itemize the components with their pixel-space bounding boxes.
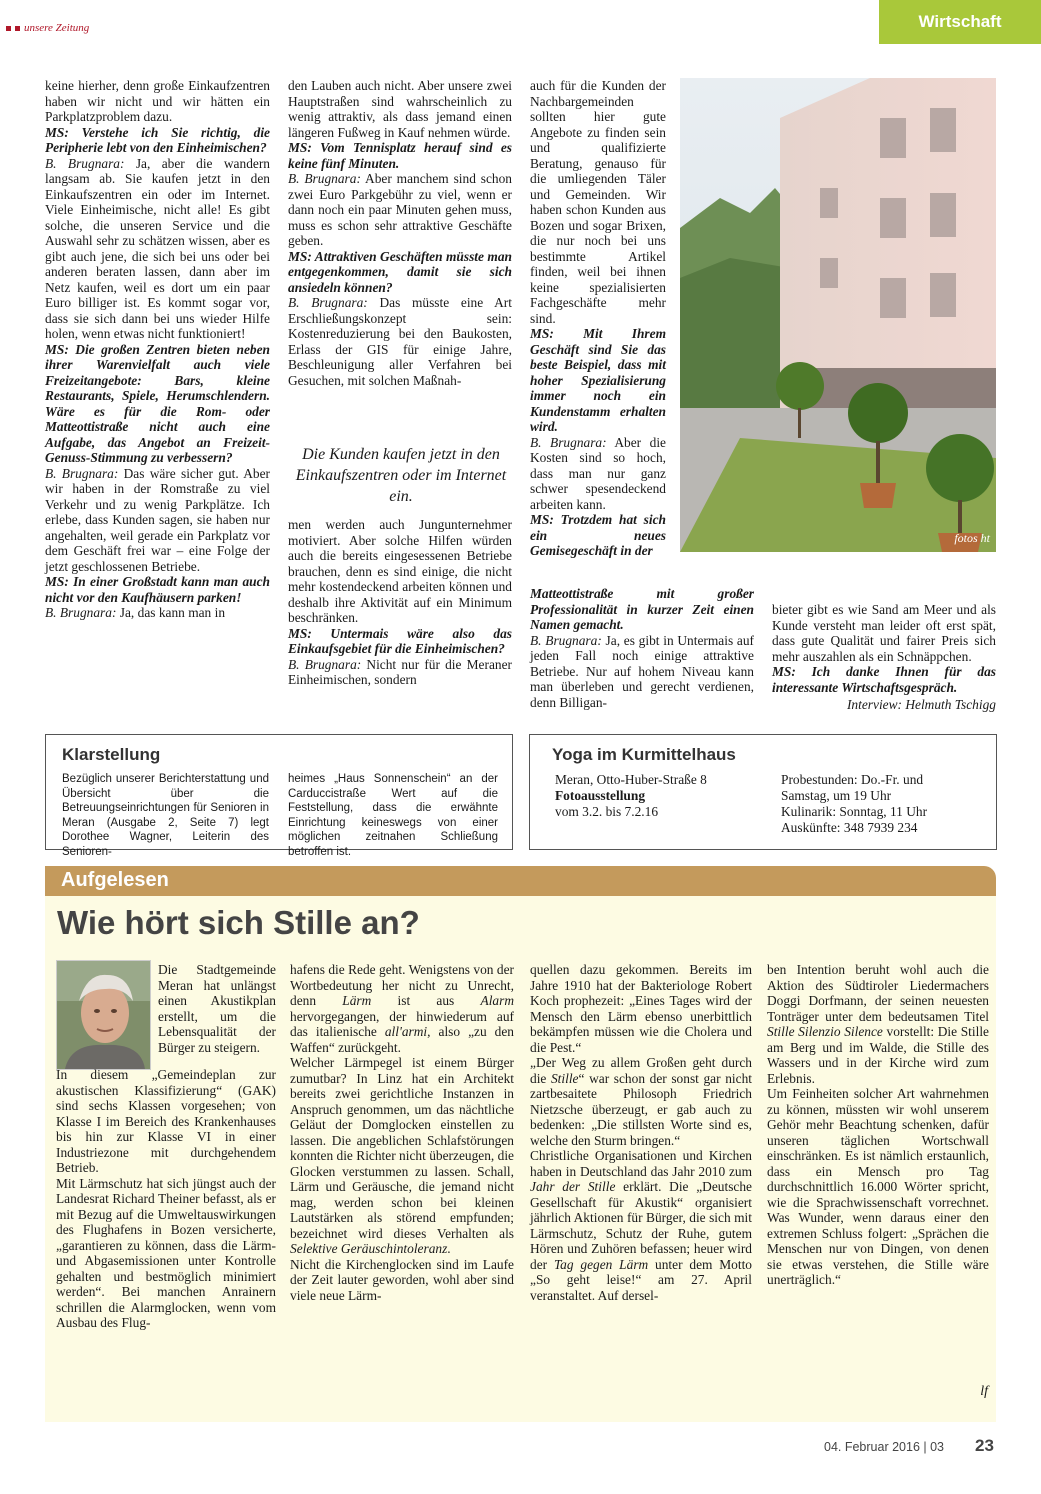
speaker-name: B. Brugnara:: [45, 465, 119, 481]
speaker-name: B. Brugnara:: [288, 171, 361, 186]
yoga-address: Meran, Otto-Huber-Straße 8: [555, 772, 707, 787]
yoga-trial: Probestunden: Do.-Fr. und: [781, 772, 924, 787]
footer-date: 04. Februar 2016 | 03: [824, 1440, 944, 1454]
aufgelesen-banner: [45, 866, 996, 896]
interview-question: MS: Ich danke Ihnen für das interessante Wirtschaftsgespräch.: [772, 664, 996, 695]
interview-answer: B. Brugnara: Das wäre sicher gut. Aber wir haben in der Romstraße zu viel Verkehr und zu wenig Parkplätze. Ich erlebe, dass Kunden sagen, sie haben nur angehalten, weil gerade ein Parkplatz vor dem Geschäft frei war – eine Folge der jetzt geschlossenen Betriebe.: [45, 465, 270, 574]
article-column-3: quellen dazu gekommen. Bereits im Jahre 1910 hat der Bakteriologe Robert Koch prophezeit: „Eines Tages wird der Mensch den Lärm ebenso unerbittlich bekämpfen müssen wie die Cholera und die Pest.“ „Der Weg zu allem Großen geht durch die Stille“ war schon der sonst gar nicht zartbesaitete Philosoph Friedrich Nietzsche überzeugt, er gab auch zu bedenken: „Die stillsten Worte sind es, welche den Sturm bringen.“ Christliche Organisationen und Kirchen haben in Deutschland das Jahr 2010 zum Jahr der Stille erklärt. Die „Deutsche Gesellschaft für Akustik“ organisiert jährlich Aktionen für Bürger, die sich mit Lärmschutz, Schutz der Ruhe, gutem Hören und Zuhören befassen; heuer wird der Tag gegen Lärm unter dem Motto „So geht leise!“ am 27. April veranstaltet. Auf dersel-: [530, 962, 752, 1303]
speaker-name: B. Brugnara:: [530, 434, 607, 450]
klarstellung-title: Klarstellung: [62, 745, 161, 764]
yoga-info: Auskünfte: 348 7939 234: [781, 820, 918, 835]
interview-question: MS: Verstehe ich Sie richtig, die Peripherie lebt von den Einheimischen?: [45, 124, 270, 155]
masthead-logo: unsere Zeitung: [6, 22, 89, 34]
street-photo: [680, 78, 996, 552]
interview-answer: B. Brugnara: Ja, aber die wandern langsam ab. Sie kaufen jetzt in den Einkaufszentren ein oder im Internet. Viele Einheimische, nicht alle! Es gibt solche, die unseren Service und die Auswahl sehr zu schätzen wissen, aber es gibt auch jene, die sich bei uns oder bei anderen beraten lassen, dann aber im Netz kaufen, weil es dort um ein paar Euro billiger ist. Es kommt sogar vor, dass sie sich dann bei uns wieder Hilfe holen, wenn etwas nicht funktioniert!: [45, 155, 270, 341]
speaker-name: B. Brugnara:: [288, 656, 362, 672]
interview-question: MS: Trotzdem hat sich ein neues Gemisegeschäft in der: [530, 512, 666, 558]
yoga-dates: vom 3.2. bis 7.2.16: [555, 804, 659, 819]
article-column-2: hafens die Rede geht. Wenigstens von der Wortbedeutung her nicht zu Unrecht, denn Lärm ist aus Alarm hervorgegangen, der hinwiederum auf das italienische all'armi, also „zu den Waffen“ zurückgeht. Welcher Lärmpegel ist einem Bürger zumutbar? In Linz hat ein Architekt bereits zwei gerichtliche Instanzen in Anspruch genommen, um das nächtliche Geläut der Domglocken einstellen zu lassen. Die angeblichen Schlafstörungen konnten die Richter nicht überzeugen, die Glocken verstummen zu lassen. Schall, Lärm und Geräusche, die jemand nicht mag, werden schon bei kleinen Lautstärken als störend empfunden; bezeichnet wird dieses Verhalten als Selektive Geräuschintoleranz. Nicht die Kirchenglocken sind im Laufe der Zeit lauter geworden, wohl aber sind viele neue Lärm-: [290, 962, 514, 1303]
street-photo-illustration: [680, 78, 996, 552]
interview-question: MS: In einer Großstadt kann man auch nicht vor den Kaufhäusern parken!: [45, 574, 270, 605]
article-column-1-wrap: Die Stadtgemeinde Meran hat unlängst einen Akustikplan erstellt, um die Lebensqualität der Bürger zu steigern.: [158, 962, 276, 1055]
interview-answer: B. Brugnara: Das müsste eine Art Erschließungskonzept sein: Kostenreduzierung bei den Baukosten, Erlass der GIS für einige Jahre, Beschleunigung aller Verfahren bei Gesuchen, mit solchen Maßnah-: [288, 295, 512, 388]
interview-text: keine hierher, denn große Einkaufzentren haben wir nicht und wir hätten ein Parkplatzproblem dazu.: [45, 78, 270, 124]
interview-question: Matteottistraße mit großer Professionalität in kurzer Zeit einen Namen gemacht.: [530, 586, 754, 632]
interview-column-2-top: [288, 78, 512, 388]
klarstellung-box: [45, 734, 513, 858]
interview-question: MS: Die großen Zentren bieten neben ihrer Warenvielfalt auch viele Freizeitangebote: Bars, kleine Restaurants, Spiele, Herumschlendern. Wäre es für die Rom- oder Matteottistraße nicht auch eine Aufgabe, das Angebot an Freizeit-Genuss-Stimmung zu verbessern?: [45, 341, 270, 465]
author-portrait: [57, 961, 150, 1069]
aufgelesen-kicker: Aufgelesen: [61, 869, 169, 891]
speaker-name: B. Brugnara:: [45, 155, 125, 171]
interview-question: MS: Attraktiven Geschäften müsste man entgegenkommen, damit sie sich ansiedeln können?: [288, 248, 512, 295]
speaker-name: B. Brugnara:: [45, 605, 117, 620]
interview-text: den Lauben auch nicht. Aber unsere zwei Hauptstraßen sind wahrscheinlich zu wenig attraktiv, als dass jemand einen längeren Fußweg in Kauf nehmen würde.: [288, 78, 512, 140]
interview-text: bieter gibt es wie Sand am Meer und als Kunde versteht man leider oft erst spät, dass gute Qualität und fairer Preis sich mehr auszahlen als ein Schnäppchen.: [772, 602, 996, 664]
interview-answer: B. Brugnara: Nicht nur für die Meraner Einheimischen, sondern: [288, 656, 512, 687]
article-column-1: In diesem „Gemeindeplan zur akustischen Klassifizierung“ (GAK) sind sechs Klassen vorgesehen; von Klasse I im Bereich des Krankenhauses bis hin zur Klasse VI in einer Industriezone mit durchgehendem Betrieb. Mit Lärmschutz hat sich jüngst auch der Landesrat Richard Theiner befasst, als er mit Bezug auf die Umweltauswirkungen des Flughafens in Bozen versicherte, „garantieren zu können, dass die Lärm- und Abgasemissionen unter Kontrolle gehalten und bestmöglich minimiert werden“. Bei manchen Anrainern schrillen die Alarmglocken, wenn vom Ausbau des Flug-: [56, 1067, 276, 1330]
interview-question: MS: Mit Ihrem Geschäft sind Sie das beste Beispiel, dass mit hoher Spezialisierung immer noch ein Kundenstamm erhalten wird.: [530, 326, 666, 434]
section-tab: Wirtschaft: [879, 0, 1041, 44]
interview-column-1: [45, 78, 270, 621]
interview-column-4: [772, 602, 996, 695]
yoga-culinary: Kulinarik: Sonntag, 11 Uhr: [781, 804, 928, 819]
interview-answer: B. Brugnara: Ja, es gibt in Untermais auf jeden Fall noch einige attraktive Betriebe. Nur auf hohem Niveau kann man überleben und gerecht verdienen, denn Billigan-: [530, 632, 754, 710]
article-column-4: ben Intention beruht wohl auch die Aktion des Südtiroler Liedermachers Doggi Dorfmann, der seinen neuesten Tonträger unter dem bedeutsamen Titel Stille Silenzio Silence vorstellt: Die Stille am Berg und im Walde, die Stille des Wassers und in der Kirche wird zum Erlebnis. Um Feinheiten solcher Art wahrnehmen zu können, müssten wir wohl unserem Gehör mehr Beachtung schenken, dafür unseren täglichen Wortschwall einschränken. Es ist nämlich erstaunlich, dass ein Mensch pro Tag durchschnittlich 16.000 Wörter spricht, wie die Sprachwissenschaft vorrechnet. Was Wunder, wenn daraus einer den extremen Schluss folgert: „Sprächen die Menschen nur von Dingen, von denen sie etwas verstehen, die Stille wäre unerträglich.“: [767, 962, 990, 1287]
interview-column-3-bottom: [530, 586, 754, 710]
yoga-trial-time: Samstag, um 19 Uhr: [781, 788, 892, 803]
yoga-box: [529, 734, 997, 850]
interview-question: MS: Untermais wäre also das Einkaufsgebiet für die Einheimischen?: [288, 625, 512, 656]
speaker-name: B. Brugnara:: [288, 295, 368, 310]
article-headline: Wie hört sich Stille an?: [57, 904, 420, 941]
pull-quote: Die Kunden kaufen jetzt in den Einkaufszentren oder im Internet ein.: [295, 446, 507, 505]
author-photo: [56, 960, 151, 1070]
page-number: 23: [975, 1436, 994, 1455]
interview-text: auch für die Kunden der Nachbargemeinden sollten hier gute Angebote zu finden sein und qualifizierte Beratung, genauso für die umliegenden Täler und Gemeinden. Wir haben schon Kunden aus Bozen und sogar Brixen, die nur noch bei uns bestimmte Artikel finden, weil bei ihnen keine spezialisierten Fachgeschäfte mehr sind.: [530, 78, 666, 326]
yoga-title: Yoga im Kurmittelhaus: [552, 745, 736, 764]
interview-credit: Interview: Helmuth Tschigg: [846, 697, 996, 712]
interview-text: men werden auch Jungunternehmer motiviert. Aber solche Hilfen würden auch die bereits eingesessenen Betriebe brauchen, denn es sind einige, die nicht mehr kostendeckend arbeiten können und deshalb ihre Aktivität auf ein Minimum beschränken.: [288, 517, 512, 625]
interview-answer: B. Brugnara: Aber die Kosten sind so hoch, dass man nur ganz schwer spesendeckend arbeiten kann.: [530, 434, 666, 512]
aufgelesen-article: [45, 896, 996, 1422]
interview-column-3-top: [530, 78, 666, 559]
article-signature: lf: [980, 1384, 988, 1399]
klarstellung-text-2: heimes „Haus Sonnenschein“ an der Carduccistraße Wert auf die Feststellung, dass die erwähnte Einrichtung keineswegs von einer möglichen zeitnahen Schließung betroffen ist.: [288, 773, 498, 858]
speaker-name: B. Brugnara:: [530, 632, 602, 648]
interview-answer: B. Brugnara: Ja, das kann man in: [45, 605, 226, 620]
klarstellung-text-1: Bezüglich unserer Berichterstattung und Übersicht über die Betreuungseinrichtungen für Senioren in Meran (Ausgabe 2, Seite 7) legt Dorothee Wagner, Leiterin des Senioren-: [62, 773, 269, 858]
interview-answer: B. Brugnara: Aber manchem sind schon zwei Euro Parkgebühr zu viel, wenn er dann noch ein paar Minuten gehen muss, muss es schon sehr attraktive Geschäfte geben.: [288, 171, 512, 248]
interview-column-2-bottom: [288, 517, 512, 688]
yoga-exhibition: Fotoausstellung: [555, 788, 646, 803]
photo-credit: fotos ht: [954, 531, 990, 545]
interview-question: MS: Vom Tennisplatz herauf sind es keine fünf Minuten.: [288, 140, 512, 171]
